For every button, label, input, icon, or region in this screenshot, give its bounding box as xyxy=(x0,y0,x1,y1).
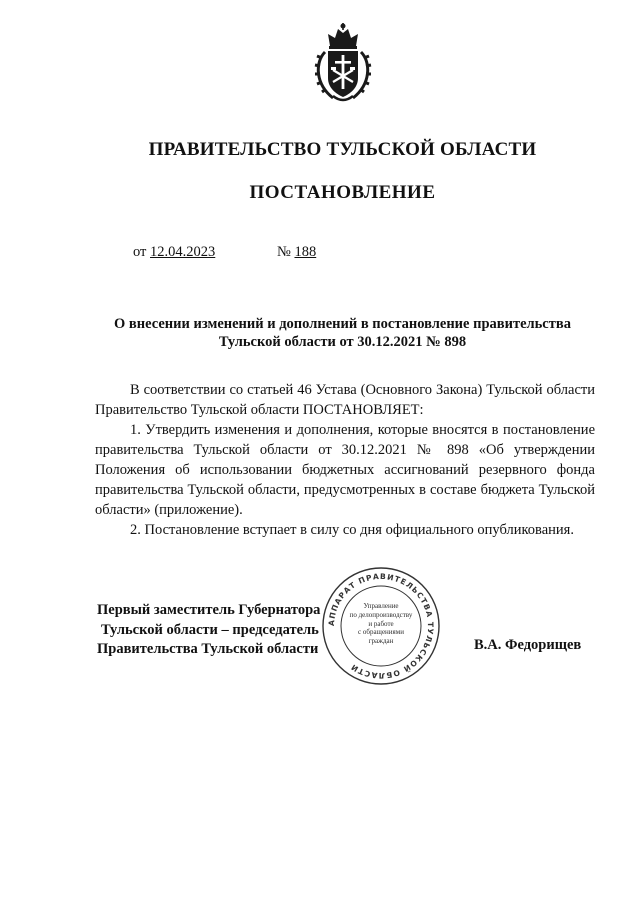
document-subject xyxy=(95,315,590,351)
stamp-center-text xyxy=(342,602,420,646)
subject-line-1: О внесении изменений и дополнений в постановление правительства xyxy=(114,316,571,332)
signatory-title xyxy=(97,601,320,660)
date-value: 12.04.2023 xyxy=(150,244,216,260)
stamp-line: с обращениями xyxy=(358,628,404,637)
signatory-name: В.А. Федорищев xyxy=(474,637,582,653)
stamp-ring-text: АППАРАТ ПРАВИТЕЛЬСТВА ТУЛЬСКОЙ ОБЛАСТИ xyxy=(326,571,436,681)
subject-line-2: Тульской области от 30.12.2021 № 898 xyxy=(218,334,467,350)
document-number xyxy=(277,244,316,261)
stamp-line: и работе xyxy=(368,619,394,628)
number-prefix: № xyxy=(277,244,291,260)
organization-title: ПРАВИТЕЛЬСТВО ТУЛЬСКОЙ ОБЛАСТИ xyxy=(148,139,537,160)
document-type-title: ПОСТАНОВЛЕНИЕ xyxy=(249,182,436,203)
body-paragraph: 2. Постановление вступает в силу со дня официального опубликования. xyxy=(130,522,574,538)
document-body xyxy=(95,380,595,540)
stamp-line: граждан xyxy=(368,637,394,646)
stamp-line: Управление xyxy=(363,602,399,610)
coat-of-arms-emblem xyxy=(313,22,373,104)
signatory-line-1: Первый заместитель Губернатора xyxy=(97,602,321,618)
date-prefix: от xyxy=(133,244,147,260)
signatory-line-2: Тульской области – председатель xyxy=(101,621,319,638)
number-value: 188 xyxy=(294,244,317,260)
document-date xyxy=(133,244,215,261)
tula-coat-of-arms-icon xyxy=(313,22,373,104)
body-paragraph: В соответствии со статьей 46 Устава (Основного Закона) Тульской области Правительство Тульской области ПОСТАНОВЛЯЕТ: xyxy=(95,382,595,418)
stamp-line: по делопроизводству xyxy=(349,610,413,619)
body-paragraph: 1. Утвердить изменения и дополнения, которые вносятся в постановление правительства Тульской области от 30.12.2021 № 898 «Об утверждении Положения об использовании бюджетных ассигнований резервного фонда правительства Тульской области, предусмотренных в составе бюджета Тульской области» (приложение). xyxy=(95,422,595,518)
signatory-line-3: Правительства Тульской области xyxy=(97,641,319,657)
official-stamp xyxy=(320,565,442,687)
